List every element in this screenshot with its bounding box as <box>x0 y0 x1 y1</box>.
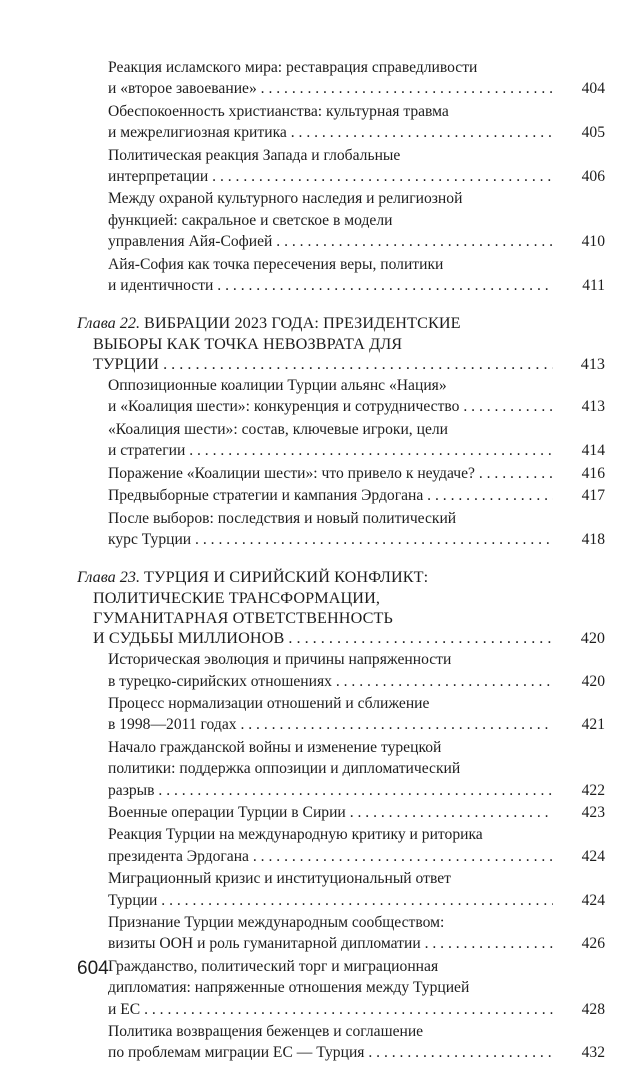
toc-entry-line: курс Турции . . . <box>108 529 553 550</box>
toc-entry-line: Миграционный кризис и институциональный ответ <box>108 870 451 888</box>
toc-entry-line: президента Эрдогана . . . <box>108 846 553 867</box>
chapter-title-line: ВИБРАЦИИ 2023 ГОДА: ПРЕЗИДЕНТСКИЕ <box>144 314 461 333</box>
toc-entry-line: и ЕС . . . <box>108 999 553 1020</box>
toc-page-number: 405 <box>553 122 605 143</box>
toc-entry-line: и стратегии . . . <box>108 440 553 461</box>
toc-page-number: 422 <box>553 780 605 801</box>
toc-page-number: 421 <box>553 714 605 735</box>
toc-entry-line: в 1998—2011 годах . . . <box>108 714 553 735</box>
chapter-page-number: 420 <box>553 628 605 648</box>
chapter-23-entries <box>77 649 605 1064</box>
toc-page-number: 414 <box>553 440 605 461</box>
toc-entry-line: Предвыборные стратегии и кампания Эрдогана . . . <box>108 485 553 506</box>
toc-entry <box>77 101 605 144</box>
toc-entry-line: Признание Турции международным сообществом: <box>108 914 445 932</box>
toc-entry-line: интерпретации . . . <box>108 166 553 187</box>
toc-entry <box>77 463 605 484</box>
toc-entry <box>77 868 605 911</box>
toc-page-number: 432 <box>553 1042 605 1063</box>
toc-entry-line: Оппозиционные коалиции Турции альянс «Нация» <box>108 377 447 395</box>
toc-entry-line: Политика возвращения беженцев и соглашение <box>108 1023 424 1041</box>
toc-entry <box>77 912 605 955</box>
toc-page-number: 426 <box>553 933 605 954</box>
toc-entry-line: Начало гражданской войны и изменение турецкой <box>108 738 442 756</box>
chapter-label: Глава 22. <box>77 314 140 333</box>
toc-entry <box>77 802 605 823</box>
toc-page-number: 417 <box>553 485 605 506</box>
toc-page-number: 406 <box>553 166 605 187</box>
toc-entry-line: Политическая реакция Запада и глобальные <box>108 146 401 164</box>
toc-page-number: 424 <box>553 846 605 867</box>
toc-entry <box>77 145 605 188</box>
toc-page-number: 416 <box>553 463 605 484</box>
intro-entries <box>77 57 605 296</box>
toc-entry <box>77 419 605 462</box>
toc-page-number: 423 <box>553 802 605 823</box>
toc-page-number: 418 <box>553 529 605 550</box>
chapter-title-line: ВЫБОРЫ КАК ТОЧКА НЕВОЗВРАТА ДЛЯ <box>93 334 403 353</box>
toc-entry-line: управления Айя-Софией . . . <box>108 231 553 252</box>
toc-page-number: 411 <box>553 275 605 296</box>
chapter-page-number: 413 <box>553 354 605 374</box>
chapter-title-line: ТУРЦИЯ И СИРИЙСКИЙ КОНФЛИКТ: <box>144 568 429 587</box>
toc-entry-line: Поражение «Коалиции шести»: что привело к неудаче? . . . <box>108 463 553 484</box>
chapter-title-line: ТУРЦИИ <box>93 354 160 373</box>
toc-page-number: 424 <box>553 890 605 911</box>
toc-entry-line: политики: поддержка оппозиции и дипломатический <box>108 760 461 778</box>
toc-entry <box>77 956 605 1020</box>
toc-entry-line: После выборов: последствия и новый политический <box>108 509 457 527</box>
toc-entry-line: и «Коалиция шести»: конкуренция и сотрудничество . . . <box>108 396 553 417</box>
toc-entry <box>77 1021 605 1064</box>
toc-entry-line: и идентичности . . . <box>108 275 553 296</box>
toc-entry <box>77 485 605 506</box>
table-of-contents <box>77 57 605 1065</box>
toc-page-number: 410 <box>553 231 605 252</box>
toc-entry-line: по проблемам миграции ЕС — Турция . . . <box>108 1042 553 1063</box>
toc-entry-line: Между охраной культурного наследия и религиозной <box>108 190 463 208</box>
toc-entry-line: разрыв . . . <box>108 780 553 801</box>
toc-entry-line: и межрелигиозная критика . . . <box>108 122 553 143</box>
toc-entry-line: дипломатия: напряженные отношения между Турцией <box>108 979 470 997</box>
chapter-heading <box>77 313 605 374</box>
toc-entry-line: Процесс нормализации отношений и сближение <box>108 694 430 712</box>
toc-entry-line: Айя-София как точка пересечения веры, политики <box>108 255 444 273</box>
toc-page-number: 413 <box>553 396 605 417</box>
toc-entry-line: Военные операции Турции в Сирии . . . <box>108 802 553 823</box>
toc-entry-line: «Коалиция шести»: состав, ключевые игроки, цели <box>108 420 448 438</box>
toc-entry-line: и «второе завоевание» . . . <box>108 78 553 99</box>
toc-entry <box>77 57 605 100</box>
toc-entry-line: визиты ООН и роль гуманитарной дипломатии . . . <box>108 933 553 954</box>
chapter-23 <box>77 567 605 648</box>
toc-entry <box>77 824 605 867</box>
toc-page-number: 404 <box>553 78 605 99</box>
toc-entry <box>77 508 605 551</box>
chapter-label: Глава 23. <box>77 568 140 587</box>
chapter-title-line: ГУМАНИТАРНАЯ ОТВЕТСТВЕННОСТЬ <box>93 608 393 627</box>
toc-entry-line: Историческая эволюция и причины напряженности <box>108 651 452 669</box>
chapter-title-line: И СУДЬБЫ МИЛЛИОНОВ <box>93 628 285 647</box>
toc-page-number: 428 <box>553 999 605 1020</box>
chapter-title-line: ПОЛИТИЧЕСКИЕ ТРАНСФОРМАЦИИ, <box>93 588 381 607</box>
toc-entry-line: Гражданство, политический торг и миграционная <box>108 957 439 975</box>
page-number: 604 <box>77 958 109 979</box>
toc-entry <box>77 375 605 418</box>
toc-entry-line: в турецко-сирийских отношениях . . . <box>108 671 553 692</box>
toc-entry <box>77 254 605 297</box>
toc-entry <box>77 649 605 692</box>
toc-entry-line: функцией: сакральное и светское в модели <box>108 211 393 229</box>
toc-entry-line: Реакция Турции на международную критику и риторика <box>108 826 483 844</box>
toc-entry <box>77 188 605 252</box>
toc-page-number: 420 <box>553 671 605 692</box>
toc-entry-line: Турции . . . <box>108 890 553 911</box>
chapter-heading <box>77 567 605 648</box>
toc-entry-line: Обеспокоенность христианства: культурная травма <box>108 102 449 120</box>
toc-entry <box>77 693 605 736</box>
toc-entry-line: Реакция исламского мира: реставрация справедливости <box>108 59 478 76</box>
chapter-22-entries <box>77 375 605 550</box>
chapter-22 <box>77 313 605 374</box>
toc-entry <box>77 737 605 801</box>
